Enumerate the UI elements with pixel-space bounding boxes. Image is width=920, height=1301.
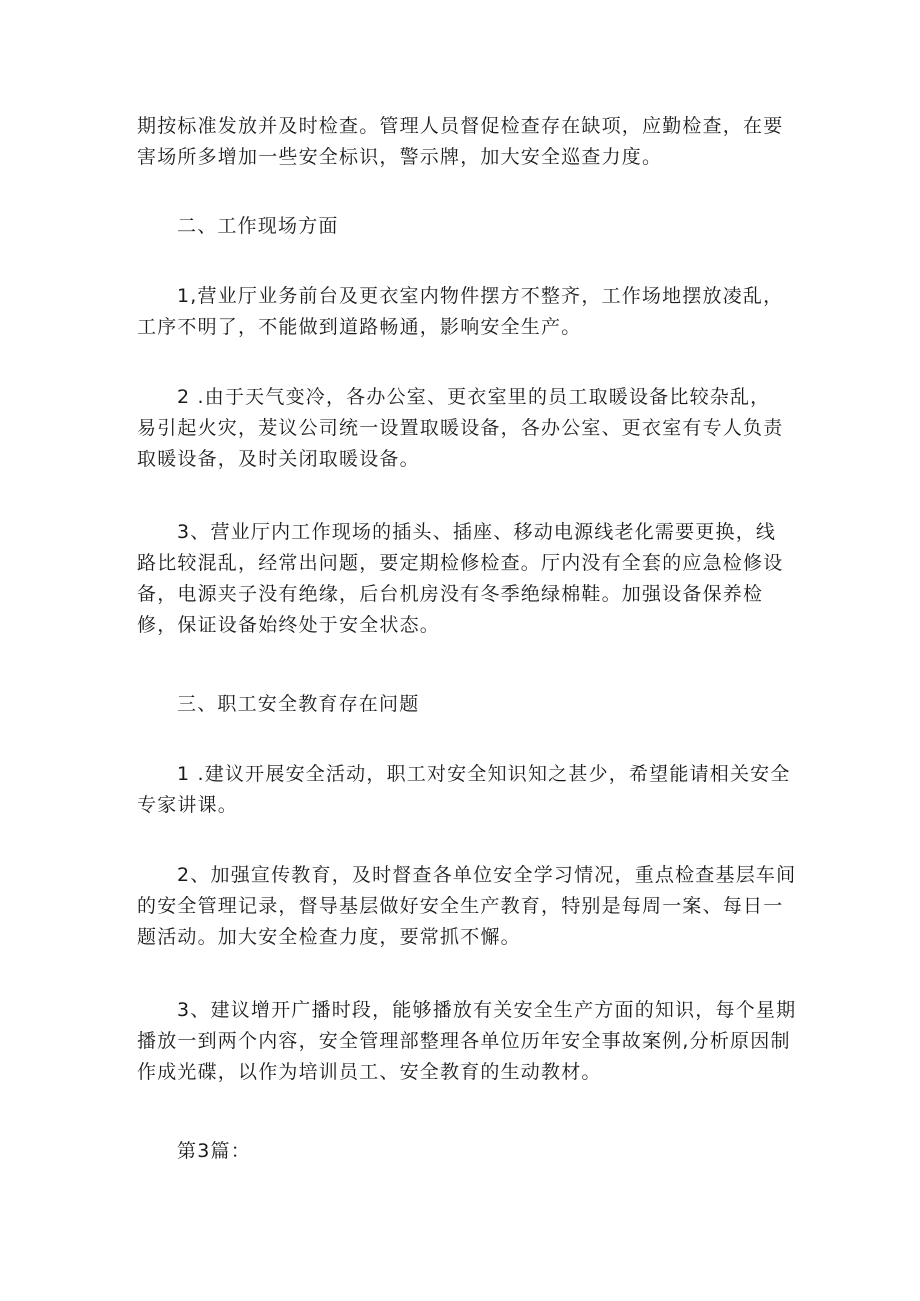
text-line: 2、加强宣传教育，及时督查各单位安全学习情况，重点检查基层车间 [177,864,797,886]
text-line: 播放一到两个内容，安全管理部整理各单位历年安全事故案例,分析原因制 [137,1030,791,1052]
paragraph-item-2-2 [137,382,797,475]
text-line: 专家讲课。 [137,794,239,816]
text-line: 工序不明了，不能做到道路畅通，影响安全生产。 [137,316,582,338]
text-line: 题活动。加大安全检查力度，要常抓不懈。 [137,926,521,948]
paragraph-item-3-3 [137,995,797,1088]
text-line: 3、营业厅内工作现场的插头、插座、移动电源线老化需要更换，线 [177,521,777,543]
section-heading-2: 二、工作现场方面 [177,215,339,237]
text-line: 备，电源夹子没有绝缘，后台机房没有冬季绝绿棉鞋。加强设备保养检 [137,583,764,605]
paragraph-item-3-1 [137,759,797,821]
paragraph-continuation [137,111,797,173]
paragraph-item-2-3 [137,517,797,641]
section-heading-3: 三、职工安全教育存在问题 [177,693,420,715]
text-line: 取暖设备，及时关闭取暖设备。 [137,448,420,470]
text-line: 2 .由于天气变冷，各办公室、更衣室里的员工取暖设备比较杂乱， [177,386,771,408]
text-line: 1,营业厅业务前台及更衣室内物件摆方不整齐，工作场地摆放凌乱， [177,285,784,307]
text-line: 易引起火灾，茇议公司统一设置取暖设备，各办公室、更衣室有专人负责 [137,417,784,439]
text-line: 害场所多增加一些安全标识，警示牌，加大安全巡查力度。 [137,146,663,168]
text-line: 期按标准发放并及时检查。管理人员督促检查存在缺项，应勤检查，在要 [137,115,784,137]
text-line: 路比较混乱，经常出问题，要定期检修检查。厅内没有全套的应急检修设 [137,552,784,574]
text-line: 作成光碟，以作为培训员工、安全教育的生动教材。 [137,1061,602,1083]
text-line: 的安全管理记录，督导基层做好安全生产教育，特别是每周一案、每日一 [137,895,784,917]
paragraph-item-2-1 [137,281,797,343]
paragraph-item-3-2 [137,860,797,953]
text-line: 修，保证设备始终处于安全状态。 [137,614,441,636]
chapter-heading: 第3篇： [177,1140,251,1162]
text-line: 3、建议增开广播时段，能够播放有关安全生产方面的知识，每个星期 [177,999,797,1021]
text-line: 1 .建议开展安全活动，职工对安全知识知之甚少，希望能请相关安全 [177,763,791,785]
